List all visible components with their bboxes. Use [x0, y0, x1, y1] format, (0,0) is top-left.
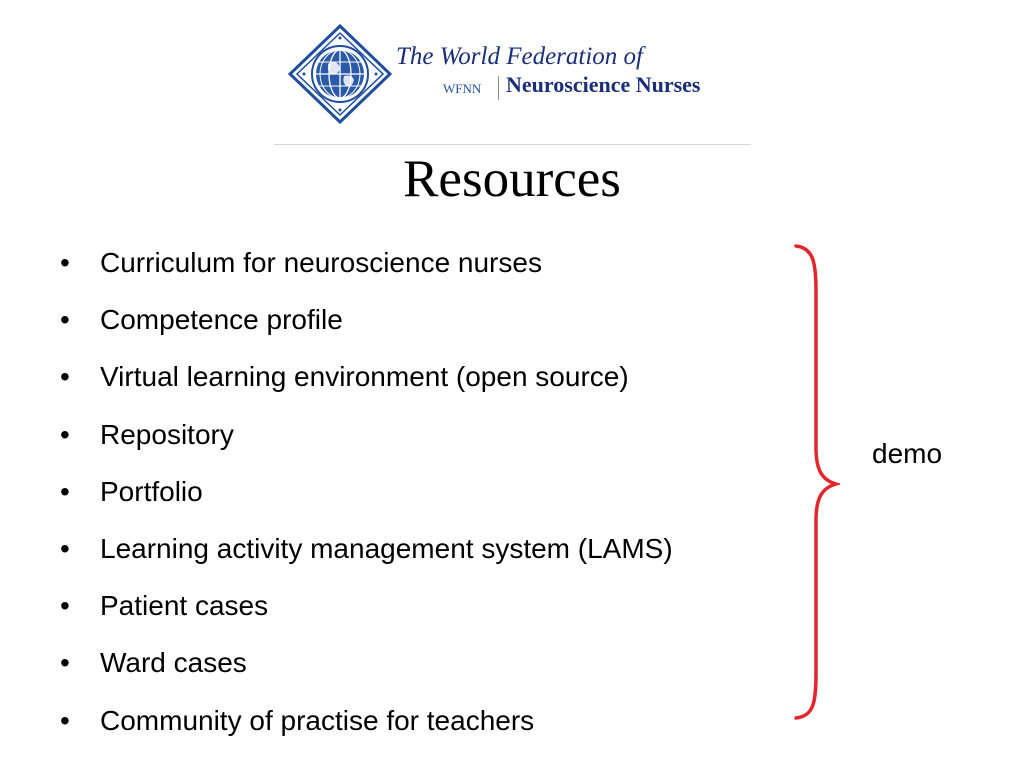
list-item-text: Competence profile [100, 304, 343, 336]
list-item [0, 352, 673, 409]
bullet-icon: • [60, 361, 70, 393]
demo-annotation: demo [872, 438, 943, 469]
slide-title: Resources [403, 150, 621, 208]
header-divider [274, 144, 751, 145]
bullet-icon: • [60, 647, 70, 679]
list-item-text: Learning activity management system (LAMS) [100, 532, 673, 564]
list-item-text: Curriculum for neuroscience nurses [100, 247, 542, 278]
bullet-icon: • [60, 247, 70, 278]
logo-abbreviation: WFNN [443, 81, 482, 96]
list-item [0, 238, 673, 295]
bullet-icon: • [60, 418, 70, 450]
list-item-text: Virtual learning environment (open source) [100, 361, 629, 393]
list-item-text: Community of practise for teachers [100, 704, 535, 736]
logo-line-2: Neuroscience Nurses [506, 72, 701, 97]
list-item [0, 696, 673, 753]
list-item [0, 524, 673, 581]
right-brace-icon [790, 242, 840, 722]
logo-line-1: The World Federation of [396, 43, 643, 70]
resource-list [0, 238, 673, 753]
globe-emblem-icon [288, 24, 392, 124]
bullet-icon: • [60, 304, 70, 336]
bullet-icon: • [60, 590, 70, 622]
bullet-icon: • [60, 704, 70, 736]
list-item-text: Portfolio [100, 475, 203, 507]
list-item [0, 295, 673, 352]
list-item [0, 467, 673, 524]
bullet-icon: • [60, 532, 70, 564]
bullet-icon: • [60, 475, 70, 507]
list-item [0, 410, 673, 467]
list-item [0, 581, 673, 638]
list-item [0, 638, 673, 695]
wfnn-logo [288, 24, 740, 124]
list-item-text: Patient cases [100, 590, 269, 622]
list-item-text: Ward cases [100, 647, 247, 679]
list-item-text: Repository [100, 418, 234, 450]
logo-separator [498, 76, 499, 100]
